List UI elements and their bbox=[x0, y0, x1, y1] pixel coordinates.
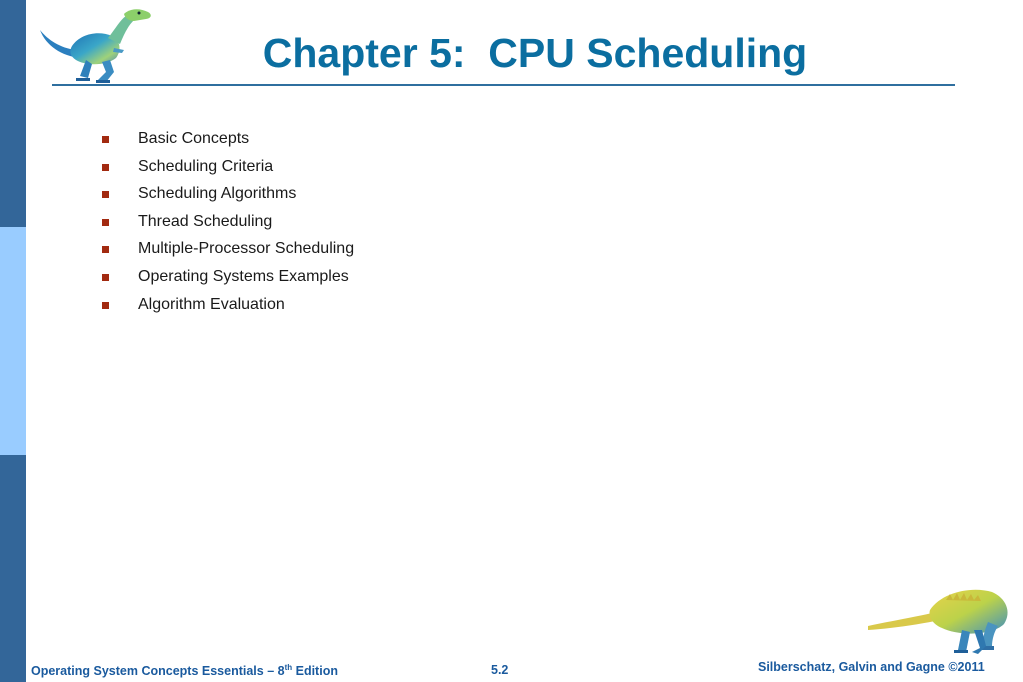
square-bullet-icon bbox=[102, 219, 109, 226]
topic-label: Operating Systems Examples bbox=[138, 267, 349, 285]
page-number: 5.2 bbox=[491, 663, 509, 677]
topic-label: Algorithm Evaluation bbox=[138, 295, 285, 313]
footer-book-suffix: Edition bbox=[292, 664, 338, 679]
square-bullet-icon bbox=[102, 191, 109, 198]
square-bullet-icon bbox=[102, 274, 109, 281]
square-bullet-icon bbox=[102, 164, 109, 171]
footer-book-superscript: th bbox=[284, 663, 293, 672]
topic-label: Thread Scheduling bbox=[138, 212, 273, 230]
sidebar-band-top bbox=[0, 0, 26, 227]
dinosaur-icon bbox=[866, 586, 1016, 656]
topic-label: Scheduling Algorithms bbox=[138, 185, 297, 203]
topic-label: Basic Concepts bbox=[138, 130, 250, 147]
dinosaur-icon bbox=[36, 6, 156, 84]
sidebar-band-middle bbox=[0, 227, 26, 455]
footer-book-prefix: Operating System Concepts Essentials – 8 bbox=[31, 664, 285, 679]
sidebar-stripe bbox=[0, 0, 26, 682]
slide-title: Chapter 5: CPU Scheduling bbox=[262, 30, 808, 76]
square-bullet-icon bbox=[102, 302, 109, 309]
title-divider bbox=[52, 84, 955, 86]
topic-label: Scheduling Criteria bbox=[138, 157, 274, 175]
square-bullet-icon bbox=[102, 136, 109, 143]
footer-book-title bbox=[31, 663, 338, 678]
sidebar-band-bottom bbox=[0, 455, 26, 682]
footer-copyright: Silberschatz, Galvin and Gagne ©2011 bbox=[758, 660, 985, 674]
square-bullet-icon bbox=[102, 246, 109, 253]
topic-label: Multiple-Processor Scheduling bbox=[138, 240, 355, 258]
